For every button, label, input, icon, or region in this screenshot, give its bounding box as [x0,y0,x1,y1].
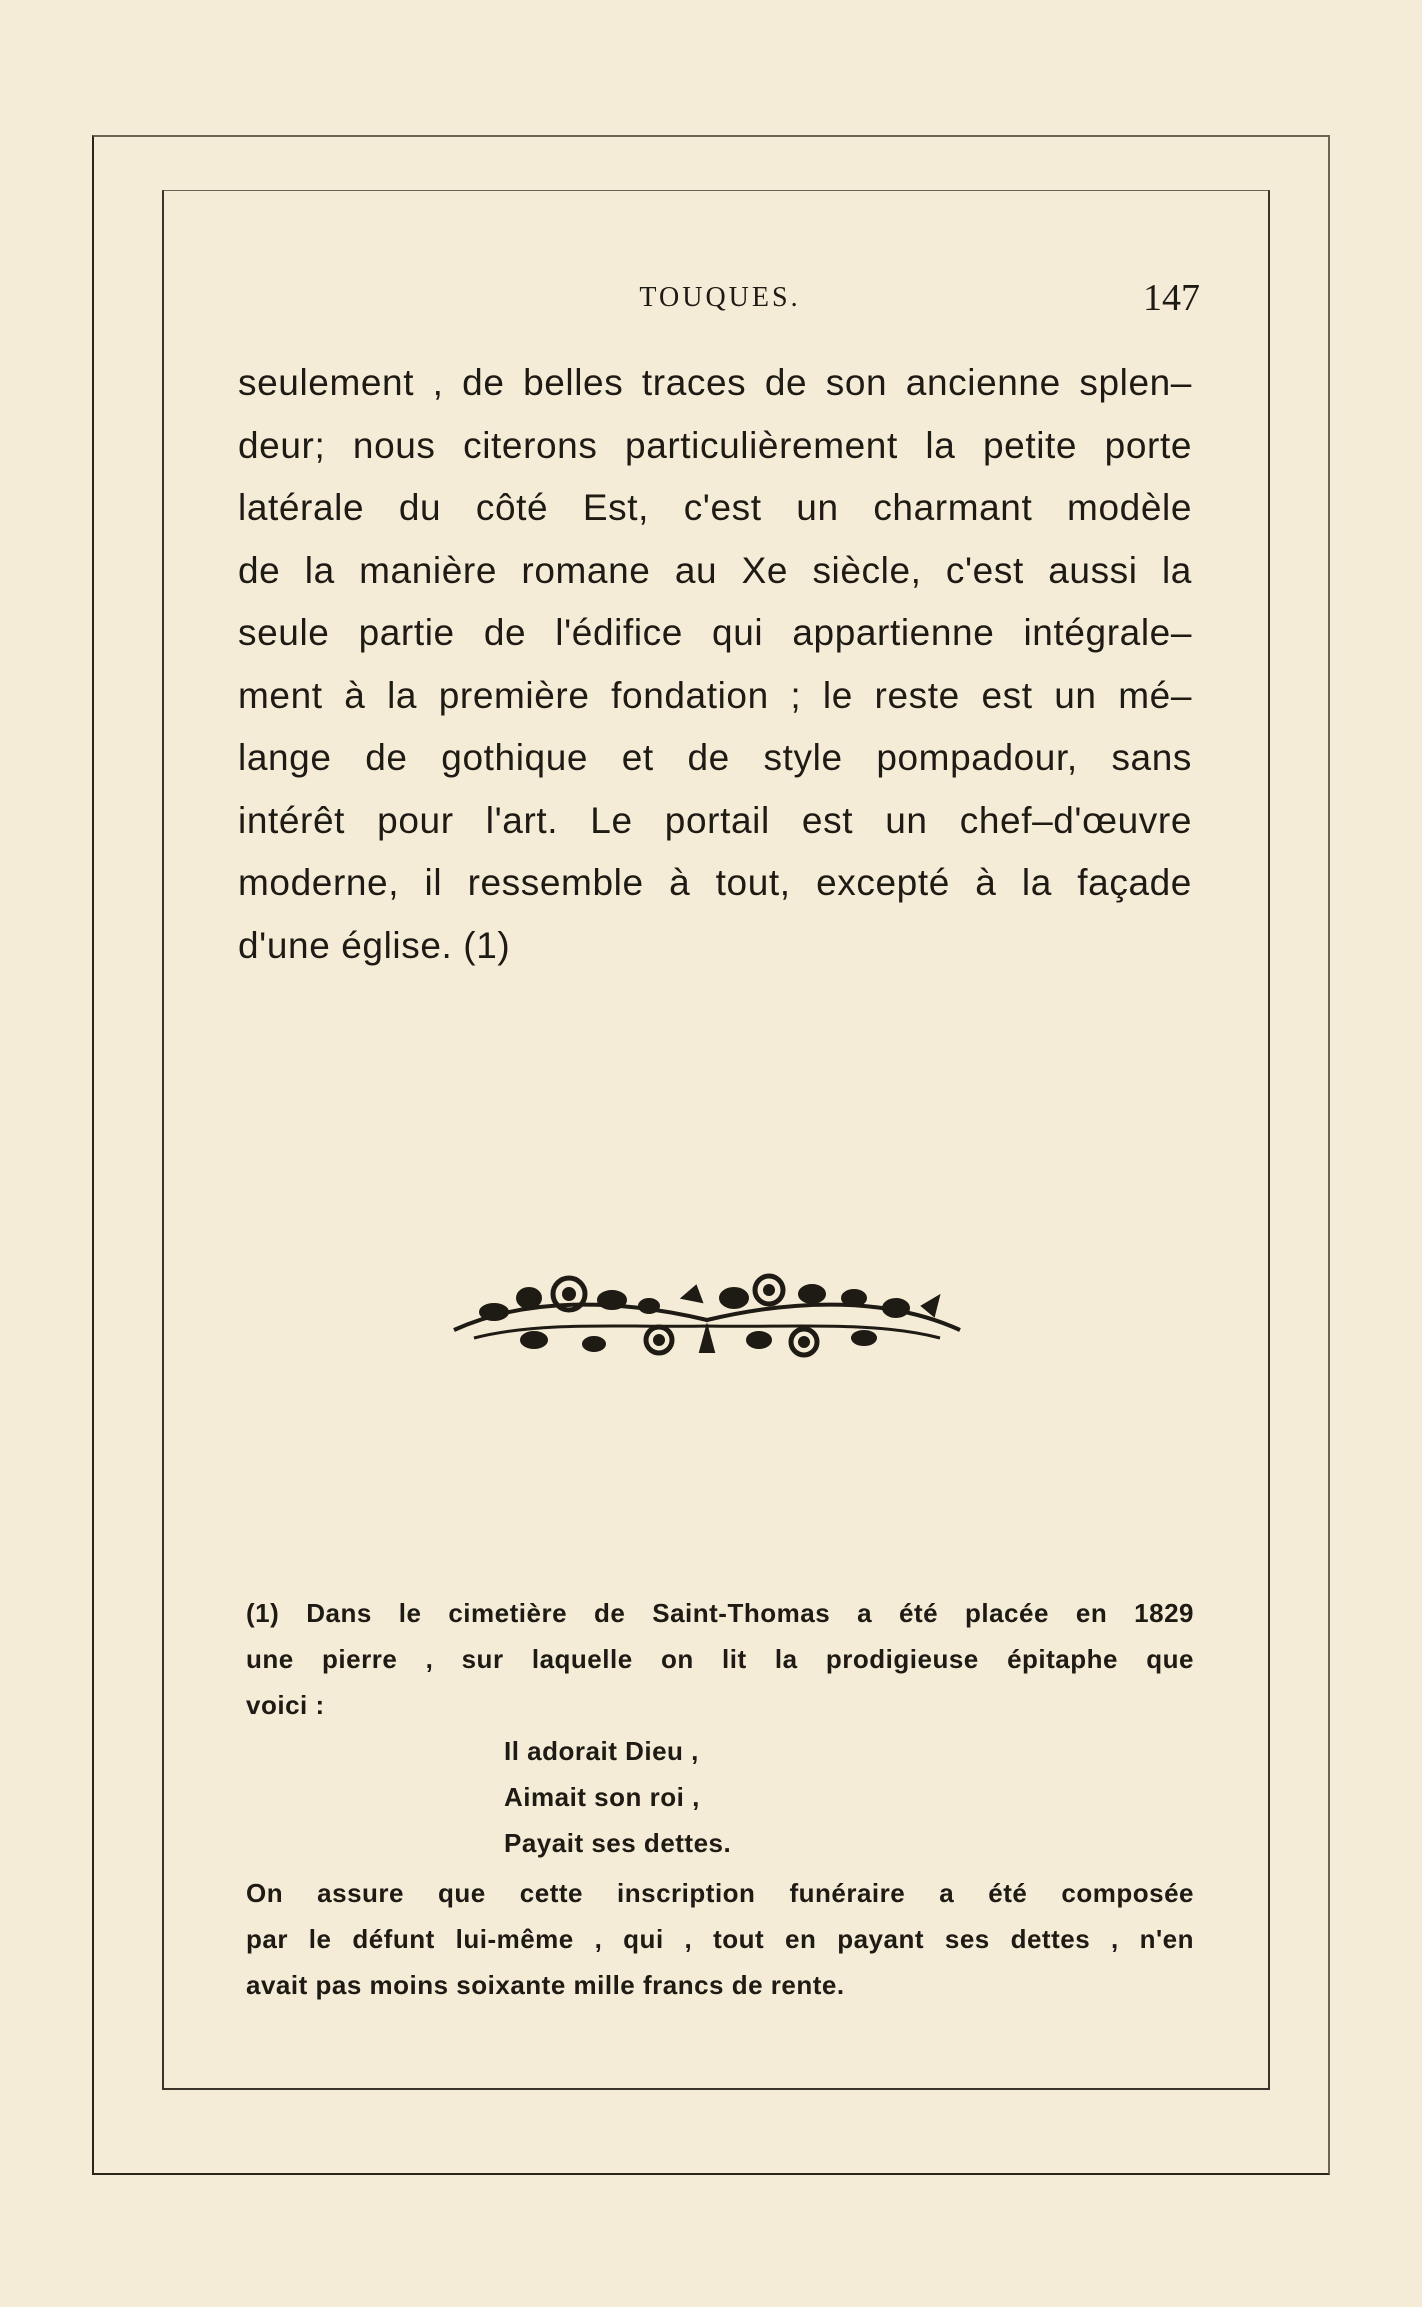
text-line: latérale du côté Est, c'est un charmant modèle [238,487,1192,528]
epitaph-line: Payait ses dettes. [504,1828,732,1858]
text-line: de la manière romane au Xe siècle, c'est aussi la [238,549,1192,591]
running-title: TOUQUES. [639,282,801,313]
text-line: intérêt pour l'art. Le portail est un chef–d'œuvre [238,799,1192,841]
text-line: lange de gothique et de style pompadour, sans [238,737,1192,778]
text-line: deur; nous citerons particulièrement la petite porte [238,424,1192,466]
text-line: seulement , de belles traces de son ancienne splen– [238,362,1192,403]
epitaph-line: Il adorait Dieu , [504,1736,699,1766]
floral-ornament-icon [434,1268,980,1358]
footnote-line: par le défunt lui-même , qui , tout en payant ses dettes , n'en [246,1924,1194,1954]
footnote-line: voici : [246,1690,325,1720]
text-line: moderne, il ressemble à tout, excepté à la façade [238,862,1192,903]
footnote [246,1590,1194,2008]
page-number: 147 [1143,277,1200,319]
text-line: ment à la première fondation ; le reste est un mé– [238,674,1192,716]
epitaph-line: Aimait son roi , [504,1782,700,1812]
footnote-line: (1) Dans le cimetière de Saint-Thomas a été placée en 1829 [246,1598,1194,1628]
footnote-line: avait pas moins soixante mille francs de rente. [246,1970,845,2000]
text-line: seule partie de l'édifice qui appartienne intégrale– [238,612,1192,653]
main-text-block [238,352,1192,977]
text-line: d'une église. (1) [238,924,511,966]
footnote-line: une pierre , sur laquelle on lit la prodigieuse épitaphe que [246,1644,1194,1674]
running-head [240,276,1200,326]
footnote-line: On assure que cette inscription funéraire a été composée [246,1878,1194,1908]
